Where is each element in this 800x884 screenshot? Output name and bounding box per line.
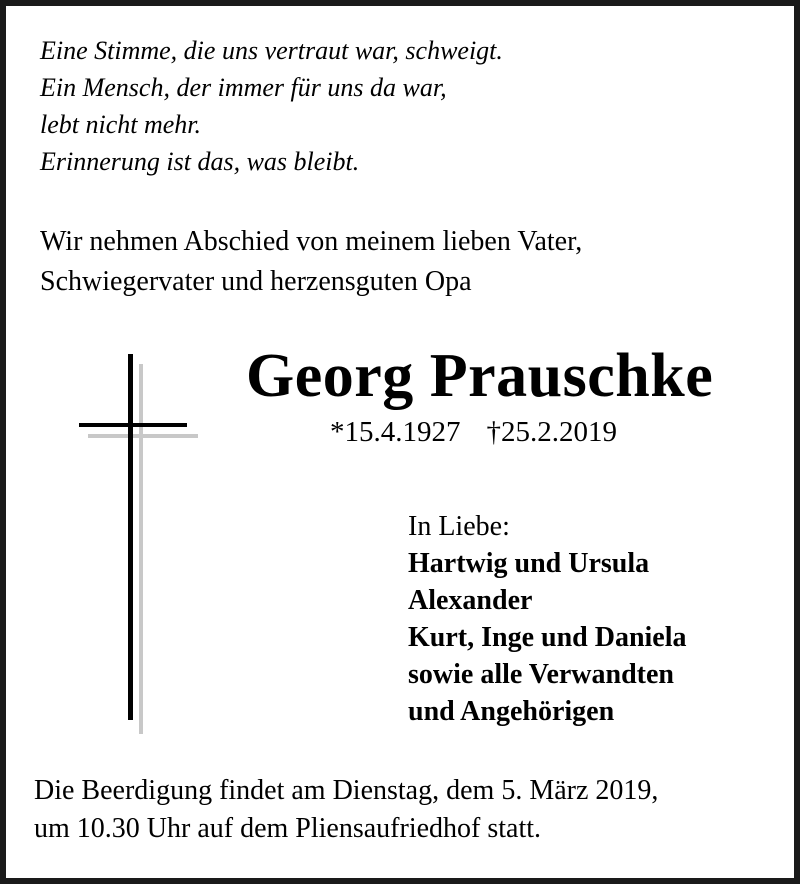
funeral-line: Die Beerdigung findet am Dienstag, dem 5. März 2019, [34, 775, 659, 806]
cross-icon [76, 350, 206, 740]
family-member: Kurt, Inge und Daniela [408, 622, 687, 653]
funeral-info [34, 772, 658, 848]
family-member: Hartwig und Ursula [408, 548, 650, 579]
funeral-line: um 10.30 Uhr auf dem Pliensaufriedhof statt. [34, 813, 542, 844]
life-dates [330, 414, 617, 450]
intro-line: Wir nehmen Abschied von meinem lieben Vater, [40, 226, 583, 257]
poem-line: Eine Stimme, die uns vertraut war, schweigt. [40, 36, 503, 65]
family-signature [408, 508, 687, 730]
poem [40, 32, 503, 180]
family-member: Alexander [408, 585, 533, 616]
family-member: und Angehörigen [408, 696, 615, 727]
intro-text [40, 222, 582, 302]
poem-line: Erinnerung ist das, was bleibt. [40, 147, 360, 176]
poem-line: Ein Mensch, der immer für uns da war, [40, 73, 447, 102]
death-date: †25.2.2019 [486, 416, 617, 448]
deceased-name: Georg Prauschke [246, 342, 714, 410]
family-member: sowie alle Verwandten [408, 659, 674, 690]
birth-date: *15.4.1927 [330, 416, 461, 448]
family-heading: In Liebe: [408, 511, 510, 542]
intro-line: Schwiegervater und herzensguten Opa [40, 266, 472, 297]
poem-line: lebt nicht mehr. [40, 110, 202, 139]
